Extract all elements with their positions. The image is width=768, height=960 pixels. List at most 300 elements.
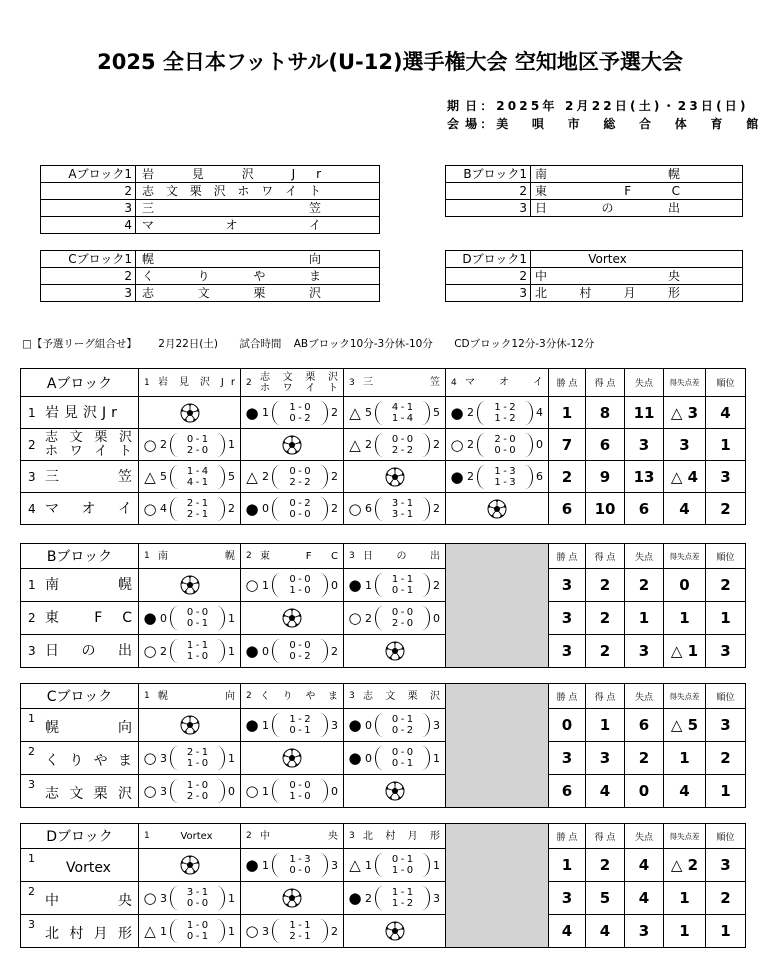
- roster-team-number: 2: [519, 269, 527, 283]
- stat-header-goals-for: 得 点: [586, 369, 625, 397]
- total-goals-against: 2: [331, 502, 338, 515]
- total-goals-for: 2: [365, 438, 372, 451]
- roster-label: [41, 200, 136, 216]
- stat-goals-for: 5: [586, 882, 625, 915]
- stat-goal-difference: 1: [664, 882, 706, 915]
- team-row: [21, 602, 746, 635]
- stat-header-points: 勝 点: [549, 824, 586, 849]
- half-scores: [375, 713, 430, 737]
- loss-mark: ●: [348, 716, 362, 734]
- header-row: [21, 684, 746, 709]
- stat-header-goal-difference: 得失点差: [664, 544, 706, 569]
- stat-goals-for: 3: [586, 742, 625, 775]
- total-goals-for: 2: [365, 611, 372, 625]
- match-result-cell: [241, 849, 344, 882]
- second-half-score: 3-1: [391, 508, 416, 520]
- second-half-score: 0-0: [494, 444, 519, 456]
- stat-rank: 1: [706, 775, 746, 808]
- total-goals-for: 0: [365, 751, 372, 765]
- stat-points: 6: [549, 493, 586, 525]
- total-goals-against: 2: [228, 502, 235, 515]
- match-result-cell: [241, 397, 344, 429]
- row-team-label: [21, 493, 139, 525]
- first-half-score: 3-1: [186, 887, 211, 898]
- stat-goals-against: 4: [625, 882, 664, 915]
- row-team-label: [21, 635, 139, 668]
- stat-rank: 3: [706, 709, 746, 742]
- stat-rank: 1: [706, 915, 746, 948]
- column-team-name-line: 日 の 出: [363, 550, 440, 562]
- match-result-cell: [139, 461, 241, 493]
- first-half-score: 0-1: [186, 433, 211, 445]
- half-scores: [375, 746, 430, 770]
- match-result-cell: [344, 849, 446, 882]
- half-scores: [375, 573, 430, 597]
- row-team-label: [21, 461, 139, 493]
- total-goals-for: 0: [262, 644, 269, 658]
- first-half-score: 0-0: [186, 607, 211, 618]
- column-team-header: [139, 544, 241, 569]
- second-half-score: 0-1: [186, 931, 211, 942]
- stat-rank: 3: [706, 461, 746, 493]
- roster-team-number: 2: [124, 269, 132, 283]
- win-mark: ○: [450, 435, 464, 454]
- soccer-ball-icon: [180, 715, 200, 735]
- column-team-name-line: 三 笠: [363, 377, 440, 388]
- total-goals-for: 2: [467, 438, 474, 451]
- stat-goals-for: 2: [586, 635, 625, 668]
- row-team-name: [45, 501, 132, 517]
- event-venue: 美 唄 市 総 合 体 育 館: [496, 117, 759, 131]
- column-team-header: [139, 824, 241, 849]
- total-goals-against: 2: [331, 644, 338, 658]
- roster-label: [41, 251, 136, 267]
- row-team-name: [45, 469, 132, 485]
- column-team-name-line: 北 村 月 形: [363, 830, 440, 842]
- event-date: 2025年 2月22日(土)・23日(日): [496, 99, 749, 113]
- loss-mark: ●: [348, 749, 362, 767]
- second-half-score: 0-0: [289, 865, 314, 876]
- unused-column: [446, 544, 549, 668]
- second-half-score: 0-2: [289, 651, 314, 662]
- row-team-label: [21, 849, 139, 882]
- column-team-number: 3: [349, 691, 355, 701]
- roster-label: [446, 285, 531, 301]
- team-row: [21, 429, 746, 461]
- roster-table-a: [40, 165, 380, 234]
- self-match-cell: [241, 602, 344, 635]
- match-result-cell: [241, 569, 344, 602]
- event-venue-line: [447, 115, 758, 133]
- first-half-score: 0-0: [289, 780, 314, 791]
- stat-goals-for: 9: [586, 461, 625, 493]
- stat-header-goals-against: 失点: [625, 369, 664, 397]
- stat-goals-against: 13: [625, 461, 664, 493]
- loss-mark: ●: [245, 856, 259, 874]
- row-team-name-line: 南 幌: [45, 577, 132, 593]
- row-team-label: [21, 915, 139, 948]
- stat-header-rank: 順位: [706, 824, 746, 849]
- total-goals-against: 2: [433, 438, 440, 451]
- stat-goals-against: 2: [625, 742, 664, 775]
- half-scores: [170, 497, 225, 521]
- match-result-cell: [344, 493, 446, 525]
- column-team-number: 3: [349, 377, 355, 388]
- stat-goals-for: 2: [586, 569, 625, 602]
- total-goals-against: 3: [433, 891, 440, 905]
- column-team-header: [446, 369, 549, 397]
- row-team-number: 4: [28, 501, 36, 516]
- stat-goals-against: 4: [625, 849, 664, 882]
- loss-mark: ●: [450, 403, 464, 422]
- total-goals-for: 2: [160, 438, 167, 451]
- match-result-cell: [139, 882, 241, 915]
- match-result-cell: [344, 882, 446, 915]
- loss-mark: ●: [245, 716, 259, 734]
- total-goals-against: 1: [433, 858, 440, 872]
- stat-points: 3: [549, 742, 586, 775]
- roster-row: [446, 284, 742, 301]
- soccer-ball-icon: [385, 781, 405, 801]
- second-half-score: 0-1: [186, 618, 211, 629]
- column-team-name: [260, 372, 338, 394]
- stat-header-goal-difference: 得失点差: [664, 684, 706, 709]
- total-goals-for: 1: [365, 578, 372, 592]
- total-goals-for: 3: [160, 784, 167, 798]
- first-half-score: 1-1: [186, 640, 211, 651]
- row-team-label: [21, 602, 139, 635]
- second-half-score: 0-2: [391, 725, 416, 736]
- block-name: Aブロック: [21, 369, 139, 397]
- stat-goal-difference: △ 2: [664, 849, 706, 882]
- unused-column: [446, 684, 549, 808]
- second-half-score: 0-1: [391, 585, 416, 596]
- stat-header-goals-against: 失点: [625, 684, 664, 709]
- roster-team-name: 日 の 出: [535, 201, 680, 215]
- self-match-cell: [139, 849, 241, 882]
- roster-row: [446, 166, 742, 182]
- half-scores: [272, 573, 328, 597]
- half-scores: [375, 497, 430, 521]
- second-half-score: 1-0: [289, 791, 314, 802]
- draw-mark: △: [349, 435, 361, 454]
- stat-goals-against: 3: [625, 429, 664, 461]
- stat-header-rank: 順位: [706, 684, 746, 709]
- stat-points: 3: [549, 602, 586, 635]
- column-team-header: [344, 369, 446, 397]
- block-name: Bブロック: [21, 544, 139, 569]
- first-half-score: 1-3: [289, 854, 314, 865]
- column-team-name: [363, 831, 440, 842]
- stat-rank: 3: [706, 849, 746, 882]
- row-team-number: 3: [28, 644, 36, 658]
- second-half-score: 0-1: [391, 758, 416, 769]
- roster-team-name: 東 F C: [535, 184, 680, 198]
- roster-label: [446, 268, 531, 284]
- stat-header-goals-against: 失点: [625, 824, 664, 849]
- column-team-name: [465, 377, 543, 388]
- self-match-cell: [446, 493, 549, 525]
- second-half-score: 2-0: [391, 618, 416, 629]
- stat-header-rank: 順位: [706, 369, 746, 397]
- roster-team-name: 北 村 月 形: [535, 286, 680, 300]
- total-goals-for: 6: [365, 502, 372, 515]
- header-row: [21, 369, 746, 397]
- stat-rank: 1: [706, 602, 746, 635]
- total-goals-for: 5: [365, 406, 372, 419]
- stat-points: 2: [549, 461, 586, 493]
- row-team-name: [45, 405, 132, 421]
- half-scores: [272, 465, 328, 489]
- win-mark: ○: [348, 609, 362, 627]
- row-team-number: 1: [28, 852, 35, 865]
- roster-row: [446, 199, 742, 216]
- team-row: [21, 742, 746, 775]
- half-scores: [375, 433, 430, 457]
- self-match-cell: [344, 915, 446, 948]
- column-team-number: 1: [144, 831, 150, 841]
- column-team-name-line: マ オ イ: [465, 377, 543, 388]
- roster-block-name: Cブロック: [68, 252, 125, 266]
- column-team-name-line: Vortex: [180, 830, 213, 842]
- match-result-cell: [344, 429, 446, 461]
- stat-goals-for: 4: [586, 915, 625, 948]
- stat-goal-difference: 1: [664, 742, 706, 775]
- total-goals-for: 0: [160, 611, 167, 625]
- roster-block-name: Bブロック: [463, 167, 520, 181]
- stat-header-goals-for: 得 点: [586, 824, 625, 849]
- roster-team-number: 4: [124, 218, 132, 232]
- team-row: [21, 775, 746, 808]
- column-team-name-line: 志 文 栗 沢: [260, 371, 338, 383]
- roster-row: [446, 251, 742, 267]
- row-team-name: [45, 577, 132, 593]
- row-team-name: [45, 748, 132, 769]
- roster-team-name: 岩 見 沢 J r: [142, 167, 321, 181]
- stat-goal-difference: 1: [664, 915, 706, 948]
- team-row: [21, 461, 746, 493]
- match-result-cell: [241, 461, 344, 493]
- column-team-number: 2: [246, 551, 252, 561]
- second-half-score: 2-0: [186, 444, 211, 456]
- row-team-label: [21, 775, 139, 808]
- column-team-header: [241, 684, 344, 709]
- match-result-cell: [139, 493, 241, 525]
- stat-goal-difference: 3: [664, 429, 706, 461]
- total-goals-for: 1: [262, 784, 269, 798]
- first-half-score: 3-1: [391, 497, 416, 509]
- first-half-score: 0-0: [391, 607, 416, 618]
- total-goals-for: 0: [262, 502, 269, 515]
- roster-team-name: く り や ま: [142, 269, 321, 283]
- first-half-score: 1-2: [289, 714, 314, 725]
- draw-mark: △: [349, 856, 361, 874]
- event-date-line: [447, 97, 758, 115]
- stat-goals-for: 2: [586, 602, 625, 635]
- column-team-name-line: ホ ワ イ ト: [260, 382, 338, 394]
- second-half-score: 0-0: [186, 898, 211, 909]
- roster-team-number: 2: [124, 184, 132, 198]
- roster-team-number: 3: [519, 286, 527, 300]
- half-scores: [477, 433, 533, 457]
- stat-header-goal-difference: 得失点差: [664, 369, 706, 397]
- half-scores: [170, 919, 225, 943]
- roster-row: [446, 182, 742, 199]
- total-goals-against: 2: [433, 578, 440, 592]
- column-team-name: [363, 377, 440, 388]
- stat-goals-against: 0: [625, 775, 664, 808]
- row-team-name-line: 東 F C: [45, 610, 132, 626]
- column-team-name: [260, 691, 338, 702]
- stat-rank: 2: [706, 493, 746, 525]
- total-goals-against: 2: [331, 924, 338, 938]
- stat-header-goal-difference: 得失点差: [664, 824, 706, 849]
- second-half-score: 0-1: [289, 725, 314, 736]
- roster-team-name: 中 央: [535, 269, 680, 283]
- column-team-name-line: く り や ま: [260, 690, 338, 702]
- roster-team-name: 幌 向: [142, 252, 321, 266]
- self-match-cell: [344, 635, 446, 668]
- draw-mark: △: [349, 403, 361, 422]
- win-mark: ○: [143, 499, 157, 518]
- total-goals-against: 5: [433, 406, 440, 419]
- match-time-ab: ABブロック10分-3分休-10分: [293, 338, 433, 350]
- total-goals-for: 4: [160, 502, 167, 515]
- match-result-cell: [344, 709, 446, 742]
- second-half-score: 2-1: [289, 931, 314, 942]
- total-goals-against: 0: [331, 578, 338, 592]
- team-row: [21, 635, 746, 668]
- second-half-score: 1-2: [494, 412, 519, 424]
- row-team-label: [21, 429, 139, 461]
- win-mark: ○: [348, 499, 362, 518]
- team-row: [21, 849, 746, 882]
- soccer-ball-icon: [385, 641, 405, 661]
- second-half-score: 1-0: [186, 758, 211, 769]
- page-title: 2025 全日本フットサル(U-12)選手権大会 空知地区予選大会: [97, 50, 683, 74]
- row-team-name: [45, 855, 132, 876]
- stat-points: 7: [549, 429, 586, 461]
- column-team-name: [158, 551, 235, 562]
- stat-rank: 1: [706, 429, 746, 461]
- stat-rank: 3: [706, 635, 746, 668]
- stat-goals-against: 6: [625, 493, 664, 525]
- soccer-ball-icon: [487, 499, 507, 519]
- schedule-heading: □【予選リーグ組合せ】: [22, 338, 137, 350]
- second-half-score: 2-0: [186, 791, 211, 802]
- row-team-name-line: Vortex: [66, 859, 111, 876]
- total-goals-for: 2: [262, 470, 269, 483]
- match-result-cell: [344, 569, 446, 602]
- column-team-name-line: 南 幌: [158, 550, 235, 562]
- total-goals-against: 2: [331, 470, 338, 483]
- self-match-cell: [344, 461, 446, 493]
- first-half-score: 1-1: [289, 920, 314, 931]
- roster-row: [41, 267, 379, 284]
- stat-points: 4: [549, 915, 586, 948]
- roster-block-name: Aブロック: [68, 167, 125, 181]
- stat-goals-against: 11: [625, 397, 664, 429]
- total-goals-against: 0: [536, 438, 543, 451]
- row-team-number: 3: [28, 778, 35, 791]
- stat-goal-difference: △ 4: [664, 461, 706, 493]
- second-half-score: 1-4: [391, 412, 416, 424]
- stat-goals-for: 8: [586, 397, 625, 429]
- half-scores: [272, 713, 328, 737]
- roster-team-name: 三 笠: [142, 201, 321, 215]
- total-goals-for: 2: [467, 406, 474, 419]
- column-team-number: 4: [451, 377, 457, 388]
- match-result-cell: [241, 915, 344, 948]
- stat-goal-difference: 4: [664, 775, 706, 808]
- row-team-name-line: ホ ワ イ ト: [45, 443, 132, 459]
- total-goals-for: 2: [365, 891, 372, 905]
- soccer-ball-icon: [385, 467, 405, 487]
- roster-team-number: 2: [519, 184, 527, 198]
- row-team-name: [45, 715, 132, 736]
- stat-points: 1: [549, 397, 586, 429]
- total-goals-for: 1: [262, 406, 269, 419]
- total-goals-against: 5: [228, 470, 235, 483]
- row-team-number: 1: [28, 712, 35, 725]
- half-scores: [477, 465, 533, 489]
- roster-label: [41, 285, 136, 301]
- second-half-score: 2-2: [289, 476, 314, 488]
- stat-goals-for: 4: [586, 775, 625, 808]
- total-goals-for: 1: [262, 718, 269, 732]
- stat-rank: 4: [706, 397, 746, 429]
- match-result-cell: [241, 775, 344, 808]
- first-half-score: 0-0: [289, 640, 314, 651]
- loss-mark: ●: [143, 609, 157, 627]
- column-team-number: 2: [246, 691, 252, 701]
- win-mark: ○: [245, 576, 259, 594]
- roster-table-b: [445, 165, 743, 217]
- stat-goals-against: 1: [625, 602, 664, 635]
- event-info: [447, 97, 758, 133]
- row-team-number: 2: [28, 437, 36, 452]
- header-row: [21, 824, 746, 849]
- roster-row: [41, 166, 379, 182]
- roster-team-number: 1: [519, 167, 527, 181]
- roster-label: [41, 217, 136, 233]
- total-goals-against: 3: [433, 718, 440, 732]
- column-team-name: [363, 551, 440, 562]
- roster-label: [446, 251, 531, 267]
- half-scores: [272, 779, 328, 803]
- half-scores: [272, 401, 328, 425]
- total-goals-for: 2: [467, 470, 474, 483]
- roster-row: [446, 267, 742, 284]
- schedule-note: [22, 337, 612, 351]
- first-half-score: 0-2: [289, 497, 314, 509]
- roster-label: [446, 183, 531, 199]
- roster-label: [41, 183, 136, 199]
- total-goals-against: 0: [433, 611, 440, 625]
- half-scores: [170, 465, 225, 489]
- loss-mark: ●: [245, 642, 259, 660]
- column-team-header: [241, 369, 344, 397]
- row-team-name-line: 三 笠: [45, 468, 132, 485]
- first-half-score: 1-1: [391, 574, 416, 585]
- soccer-ball-icon: [385, 921, 405, 941]
- first-half-score: 1-0: [186, 780, 211, 791]
- roster-team-number: 3: [124, 286, 132, 300]
- match-result-cell: [139, 742, 241, 775]
- half-scores: [170, 886, 225, 910]
- total-goals-for: 0: [365, 718, 372, 732]
- self-match-cell: [139, 397, 241, 429]
